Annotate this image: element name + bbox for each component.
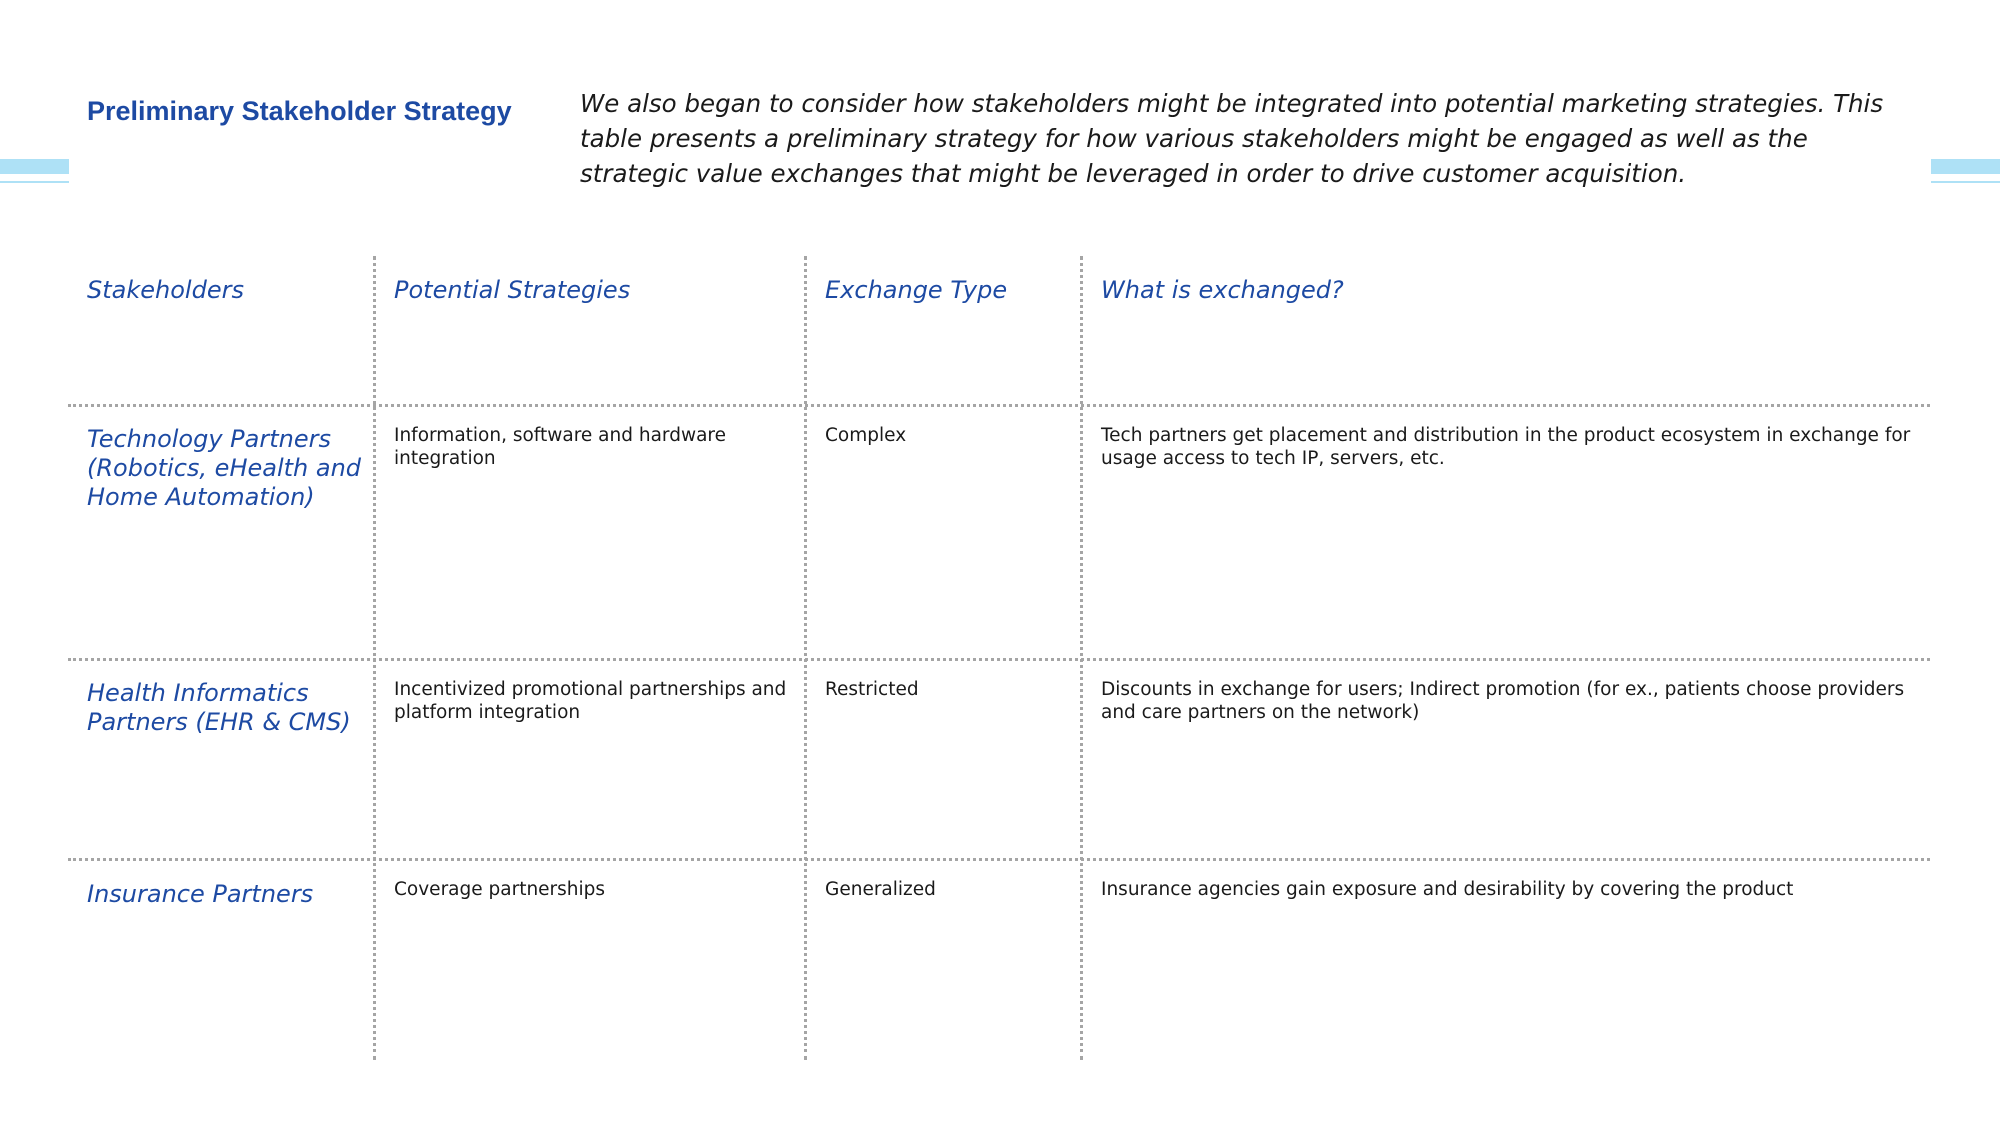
exchanged-cell: Discounts in exchange for users; Indirect promotion (for ex., patients choose providers and care partners on the network) [1101,679,1905,723]
right-decoration-bar [1931,159,2000,174]
exchanged-cell: Insurance agencies gain exposure and desirability by covering the product [1101,879,1794,900]
left-decoration-line [0,181,69,183]
left-decoration-bar [0,159,69,174]
page-title: Preliminary Stakeholder Strategy [87,96,512,126]
exchanged-cell: Tech partners get placement and distribution in the product ecosystem in exchange for usage access to tech IP, servers, etc. [1101,425,1911,469]
right-decoration-line [1931,181,2000,183]
stakeholder-health-informatics-partners: Health Informatics Partners (EHR & CMS) [87,679,351,736]
exchange-type-cell: Restricted [825,679,919,700]
column-header-stakeholders: Stakeholders [87,276,244,304]
column-divider [804,256,807,1060]
column-divider [1080,256,1083,1060]
row-divider [68,404,1930,407]
column-divider [373,256,376,1060]
intro-paragraph: We also began to consider how stakeholders might be integrated into potential marketing strategies. This table presents a preliminary strategy for how various stakeholders might be engaged as well as the strategic value exchanges that might be leveraged in order to drive customer acquisition. [580,89,1884,188]
exchange-type-cell: Generalized [825,879,936,900]
row-divider [68,658,1930,661]
stakeholder-technology-partners: Technology Partners (Robotics, eHealth and Home Automation) [87,425,362,511]
exchange-type-cell: Complex [825,425,907,446]
column-header-potential-strategies: Potential Strategies [394,276,631,304]
column-header-what-is-exchanged: What is exchanged? [1101,276,1344,304]
strategy-cell: Incentivized promotional partnerships and platform integration [394,679,787,723]
stakeholder-insurance-partners: Insurance Partners [87,880,314,908]
row-divider [68,858,1930,861]
strategy-cell: Information, software and hardware integration [394,425,726,469]
column-header-exchange-type: Exchange Type [825,276,1008,304]
strategy-cell: Coverage partnerships [394,879,606,900]
